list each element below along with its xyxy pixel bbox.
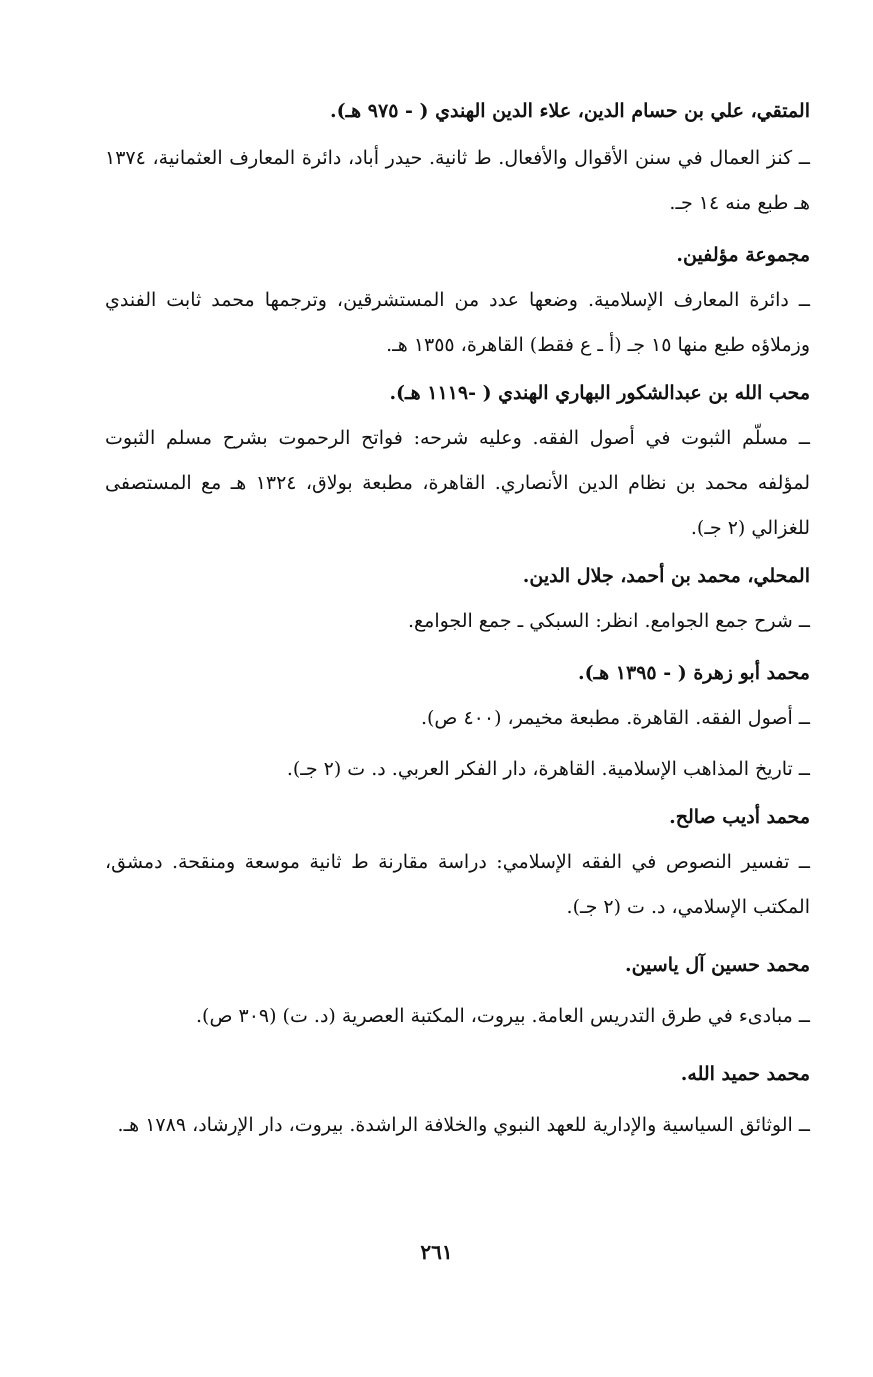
work-tafsir-al-nusus: ــ تفسير النصوص في الفقه الإسلامي: دراسة مقارنة ط ثانية موسعة ومنقحة. دمشق، المكتب الإسلامي، د. ت (٢ جـ). bbox=[105, 851, 810, 918]
author-entry-multiple-authors: مجموعة مؤلفين. bbox=[676, 244, 810, 266]
page-number: ٢٦١ bbox=[420, 1240, 453, 1264]
work-tarikh-al-madhahib: ــ تاريخ المذاهب الإسلامية. القاهرة، دار الفكر العربي. د. ت (٢ جـ). bbox=[286, 758, 810, 780]
author-entry-hamidullah: محمد حميد الله. bbox=[680, 1063, 810, 1085]
work-al-wathaiq-al-siyasiya: ــ الوثائق السياسية والإدارية للعهد النبوي والخلافة الراشدة. بيروت، دار الإرشاد، ١٧٨٩ هـ. bbox=[117, 1114, 810, 1136]
author-entry-muttaqi: المتقي، علي بن حسام الدين، علاء الدين الهندي ( - ٩٧٥ هـ). bbox=[329, 100, 810, 122]
author-entry-abu-zahra: محمد أبو زهرة ( - ١٣٩٥ هـ). bbox=[577, 662, 810, 684]
author-entry-mahalli: المحلي، محمد بن أحمد، جلال الدين. bbox=[522, 565, 810, 587]
work-musallam-al-thubut: ــ مسلّم الثبوت في أصول الفقه. وعليه شرحه: فواتح الرحموت بشرح مسلم الثبوت لمؤلفه محمد بن نظام الدين الأنصاري. القاهرة، مطبعة بولاق، ١٣٢٤ هـ مع المستصفى للغزالي (٢ جـ). bbox=[105, 427, 810, 539]
author-entry-muhibbullah: محب الله بن عبدالشكور البهاري الهندي ( -١١١٩ هـ). bbox=[389, 382, 810, 404]
author-entry-al-yasin: محمد حسين آل ياسين. bbox=[624, 954, 810, 976]
work-kanz-al-ummal: ــ كنز العمال في سنن الأقوال والأفعال. ط ثانية. حيدر أباد، دائرة المعارف العثمانية، ١٣٧٤ هـ طبع منه ١٤ جـ. bbox=[105, 147, 810, 214]
work-sharh-jam-al-jawami: ــ شرح جمع الجوامع. انظر: السبكي ـ جمع الجوامع. bbox=[408, 610, 810, 632]
work-usul-al-fiqh: ــ أصول الفقه. القاهرة. مطبعة مخيمر، (٤٠٠ ص). bbox=[420, 707, 810, 729]
author-entry-adib-salih: محمد أديب صالح. bbox=[669, 806, 810, 828]
work-mabadi-fi-turuq: ــ مبادىء في طرق التدريس العامة. بيروت، المكتبة العصرية (د. ت) (٣٠٩ ص). bbox=[196, 1005, 810, 1027]
work-islamic-encyclopedia: ــ دائرة المعارف الإسلامية. وضعها عدد من المستشرقين، وترجمها محمد ثابت الفندي وزملاؤه طبع منها ١٥ جـ (أ ـ ع فقط) القاهرة، ١٣٥٥ هـ. bbox=[105, 289, 810, 356]
bibliography-list bbox=[105, 88, 810, 1148]
